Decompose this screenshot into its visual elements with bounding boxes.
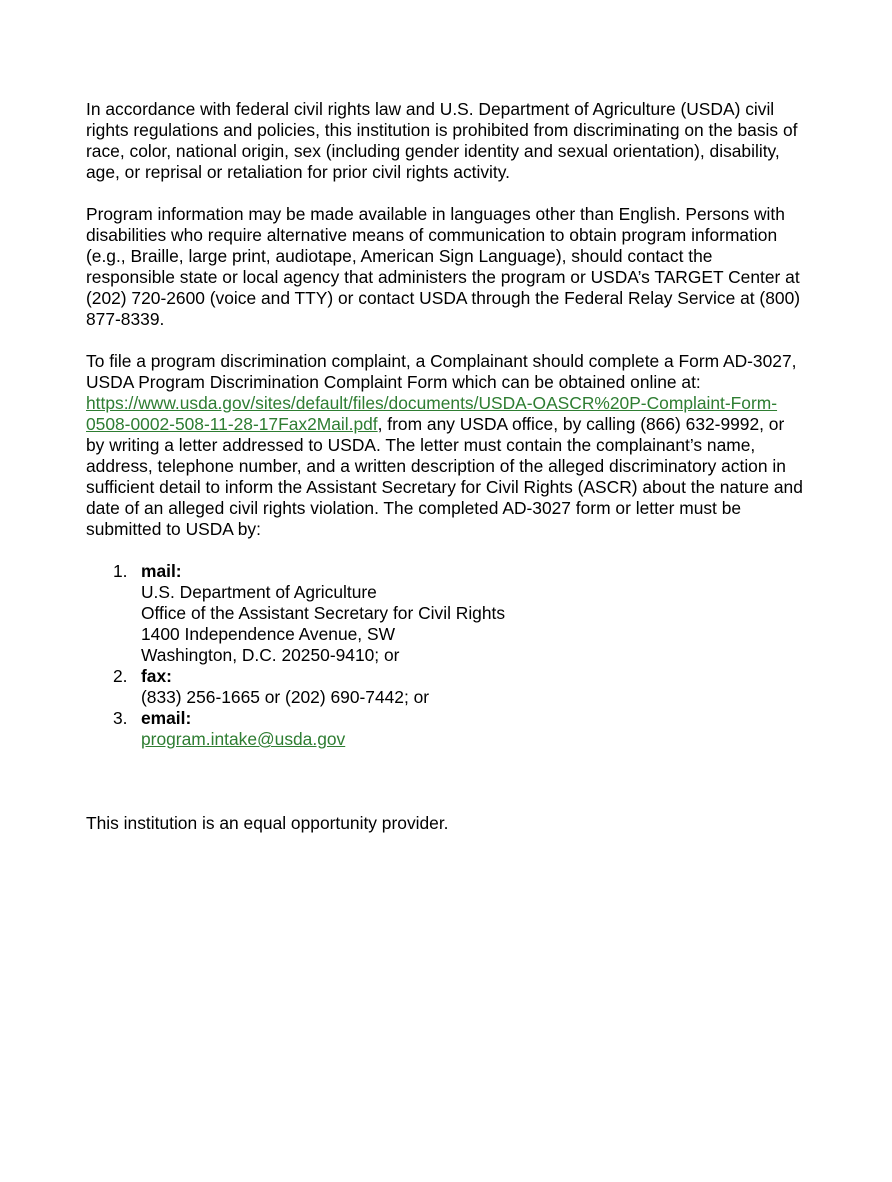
- complaint-form-link[interactable]: https://www.usda.gov/sites/default/files/documents/USDA-OASCR%20P-Complaint-Form-0508-0002-508-11-28-17Fax2Mail.pdf: [86, 393, 778, 434]
- mail-address-line: Office of the Assistant Secretary for Civil Rights: [141, 603, 506, 623]
- mail-address-line: 1400 Independence Avenue, SW: [141, 624, 395, 644]
- mail-address-line: U.S. Department of Agriculture: [141, 582, 377, 602]
- email-label: email:: [141, 708, 192, 728]
- nondiscrimination-statement: [86, 99, 806, 855]
- complaint-text-intro: To file a program discrimination complaint, a Complainant should complete a Form AD-3027, USDA Program Discrimination Complaint Form which can be obtained online at:: [86, 351, 797, 392]
- mail-address-line: Washington, D.C. 20250-9410; or: [141, 645, 400, 665]
- list-item-mail: [113, 561, 806, 666]
- complaint-text-rest: , from any USDA office, by calling (866) 632-9992, or by writing a letter addressed to USDA. The letter must contain the complainant’s name, address, telephone number, and a written description of the alleged discriminatory action in sufficient detail to inform the Assistant Secretary for Civil Rights (ASCR) about the nature and date of an alleged civil rights violation. The completed AD-3027 form or letter must be submitted to USDA by:: [86, 414, 803, 539]
- language-access-paragraph: Program information may be made available in languages other than English. Persons with disabilities who require alternative means of communication to obtain program information (e.g., Braille, large print, audiotape, American Sign Language), should contact the responsible state or local agency that administers the program or USDA’s TARGET Center at (202) 720-2600 (voice and TTY) or contact USDA through the Federal Relay Service at (800) 877-8339.: [86, 204, 801, 329]
- list-number: 3.: [113, 708, 128, 728]
- list-item-email: [113, 708, 806, 750]
- list-item-fax: [113, 666, 806, 708]
- equal-opportunity-statement: This institution is an equal opportunity provider.: [86, 813, 449, 833]
- mail-label: mail:: [141, 561, 182, 581]
- list-number: 1.: [113, 561, 128, 581]
- civil-rights-paragraph: In accordance with federal civil rights law and U.S. Department of Agriculture (USDA) civil rights regulations and policies, this institution is prohibited from discriminating on the basis of race, color, national origin, sex (including gender identity and sexual orientation), disability, age, or reprisal or retaliation for prior civil rights activity.: [86, 99, 798, 182]
- complaint-paragraph: [86, 351, 806, 540]
- submission-methods-list: [86, 561, 806, 750]
- fax-label: fax:: [141, 666, 172, 686]
- email-link[interactable]: program.intake@usda.gov: [141, 729, 346, 749]
- fax-numbers: (833) 256-1665 or (202) 690-7442; or: [141, 687, 430, 707]
- list-number: 2.: [113, 666, 128, 686]
